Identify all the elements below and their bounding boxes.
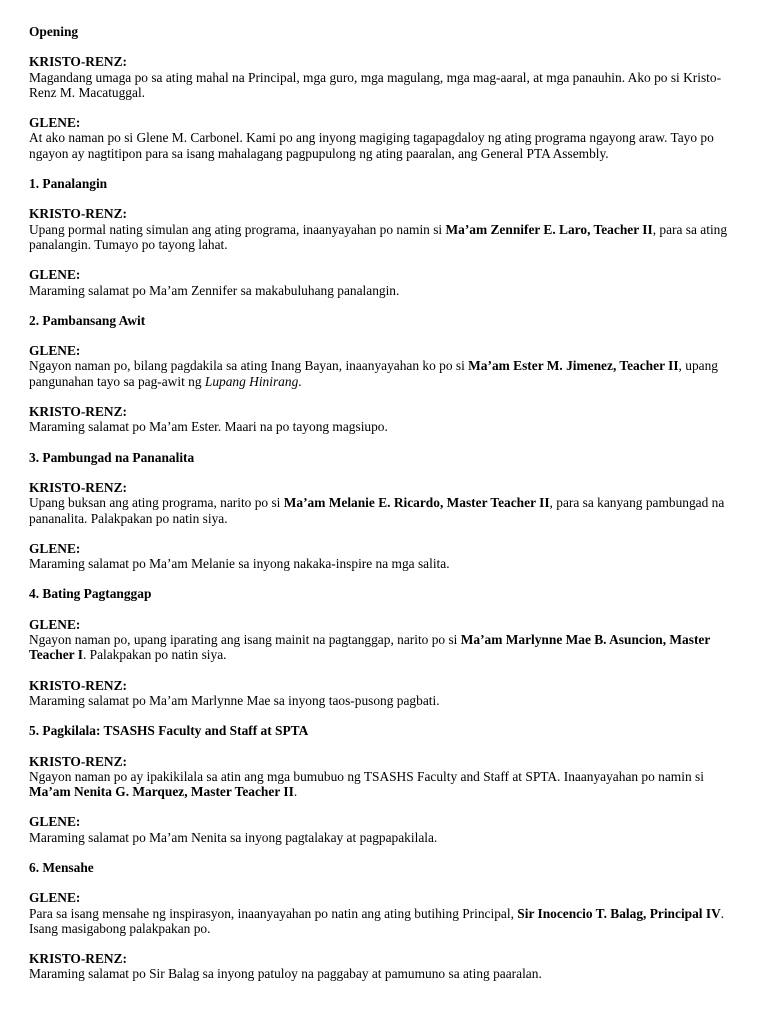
sections-container [29, 176, 739, 997]
line-text: Upang pormal nating simulan ang ating programa, inaanyayahan po namin si [29, 221, 446, 237]
speaker-name: GLENE: [29, 115, 81, 131]
line-text: Para sa isang mensahe ng inspirasyon, inaanyayahan po natin ang ating butihing Principal, [29, 905, 518, 921]
speaker-line [29, 769, 739, 800]
speaker-line [29, 830, 739, 845]
section-heading-opening: Opening [29, 24, 79, 39]
speaker-name: GLENE: [29, 267, 81, 283]
speaker-line [29, 693, 739, 708]
line-text: . Isang masigabong palakpakan po. [29, 905, 725, 936]
speaker-line [29, 632, 739, 663]
speaker-line [29, 556, 739, 571]
honoree-name: Ma’am Nenita G. Marquez, Master Teacher II [29, 784, 294, 800]
speaker-line [29, 222, 739, 253]
honoree-name: Ma’am Melanie E. Ricardo, Master Teacher II [283, 495, 550, 511]
line-text: Ngayon naman po, upang iparating ang isang mainit na pagtanggap, narito po si [29, 632, 461, 648]
section-heading: 1. Panalangin [29, 176, 108, 192]
speaker-name: GLENE: [29, 616, 81, 632]
section-heading: 2. Pambansang Awit [29, 312, 146, 328]
opening-blocks [29, 54, 739, 176]
line-text: Maraming salamat po Ma’am Nenita sa inyong pagtalakay at pagpapakilala. [29, 829, 438, 845]
speaker-name: KRISTO-RENZ: [29, 54, 127, 70]
speaker-name: GLENE: [29, 814, 81, 830]
line-text: . [298, 373, 302, 389]
speaker-line [29, 906, 739, 937]
speaker-name: KRISTO-RENZ: [29, 206, 127, 222]
speaker-name: KRISTO-RENZ: [29, 404, 127, 420]
line-text: Ngayon naman po ay ipakikilala sa atin ang mga bumubuo ng TSASHS Faculty and Staff at SPTA. Inaanyayahan po namin si [29, 768, 704, 784]
honoree-name: Ma’am Marlynne Mae B. Asuncion, Master Teacher I [29, 632, 711, 663]
line-text: Maraming salamat po Ma’am Ester. Maari na po tayong magsiupo. [29, 419, 388, 435]
line-text: Maraming salamat po Sir Balag sa inyong patuloy na paggabay at pamumuno sa ating paaralan. [29, 966, 542, 982]
section-heading: 5. Pagkilala: TSASHS Faculty and Staff at SPTA [29, 723, 309, 739]
speaker-name: KRISTO-RENZ: [29, 677, 127, 693]
line-text: Maraming salamat po Ma’am Melanie sa inyong nakaka-inspire na mga salita. [29, 556, 450, 572]
line-text: . Palakpakan po natin siya. [82, 647, 227, 663]
section-heading: 4. Bating Pagtanggap [29, 586, 152, 602]
song-title: Lupang Hinirang [204, 373, 299, 389]
line-text: . [293, 784, 298, 800]
speaker-line [29, 358, 739, 389]
section-heading: 6. Mensahe [29, 859, 94, 875]
line-text: , upang pangunahan tayo sa pag-awit ng [29, 358, 718, 389]
speaker-line [29, 419, 739, 434]
speaker-line [29, 495, 739, 526]
speaker-name: GLENE: [29, 540, 81, 556]
speaker-line [29, 70, 739, 101]
speaker-name: KRISTO-RENZ: [29, 753, 127, 769]
speaker-name: GLENE: [29, 343, 81, 359]
speaker-line [29, 966, 739, 981]
line-text: Maraming salamat po Ma’am Zennifer sa makabuluhang panalangin. [29, 282, 400, 298]
speaker-name: GLENE: [29, 890, 81, 906]
line-text: At ako naman po si Glene M. Carbonel. Kami po ang inyong magiging tagapagdaloy ng ating programa ngayong araw. Tayo po ngayon ay nagtitipon para sa isang mahalagang pagpupulong ng ating paaralan, ang General PTA Assembly. [29, 130, 714, 161]
line-text: Ngayon naman po, bilang pagdakila sa ating Inang Bayan, inaanyayahan ko po si [29, 358, 469, 374]
line-text: Maraming salamat po Ma’am Marlynne Mae sa inyong taos-pusong pagbati. [29, 692, 440, 708]
honoree-name: Ma’am Zennifer E. Laro, Teacher II [445, 221, 653, 237]
line-text: Magandang umaga po sa ating mahal na Principal, mga guro, mga magulang, mga mag-aaral, at mga panauhin. Ako po si Kristo-Renz M. Macatuggal. [29, 69, 722, 100]
speaker-line [29, 130, 739, 161]
line-text: , para sa ating panalangin. Tumayo po tayong lahat. [29, 221, 728, 252]
section-heading: 3. Pambungad na Pananalita [29, 449, 195, 465]
speaker-name: KRISTO-RENZ: [29, 479, 127, 495]
honoree-name: Sir Inocencio T. Balag, Principal IV [517, 905, 721, 921]
honoree-name: Ma’am Ester M. Jimenez, Teacher II [468, 358, 679, 374]
line-text: Upang buksan ang ating programa, narito po si [29, 495, 284, 511]
line-text: , para sa kanyang pambungad na pananalita. Palakpakan po natin siya. [29, 495, 725, 526]
speaker-name: KRISTO-RENZ: [29, 951, 127, 967]
speaker-line [29, 283, 739, 298]
